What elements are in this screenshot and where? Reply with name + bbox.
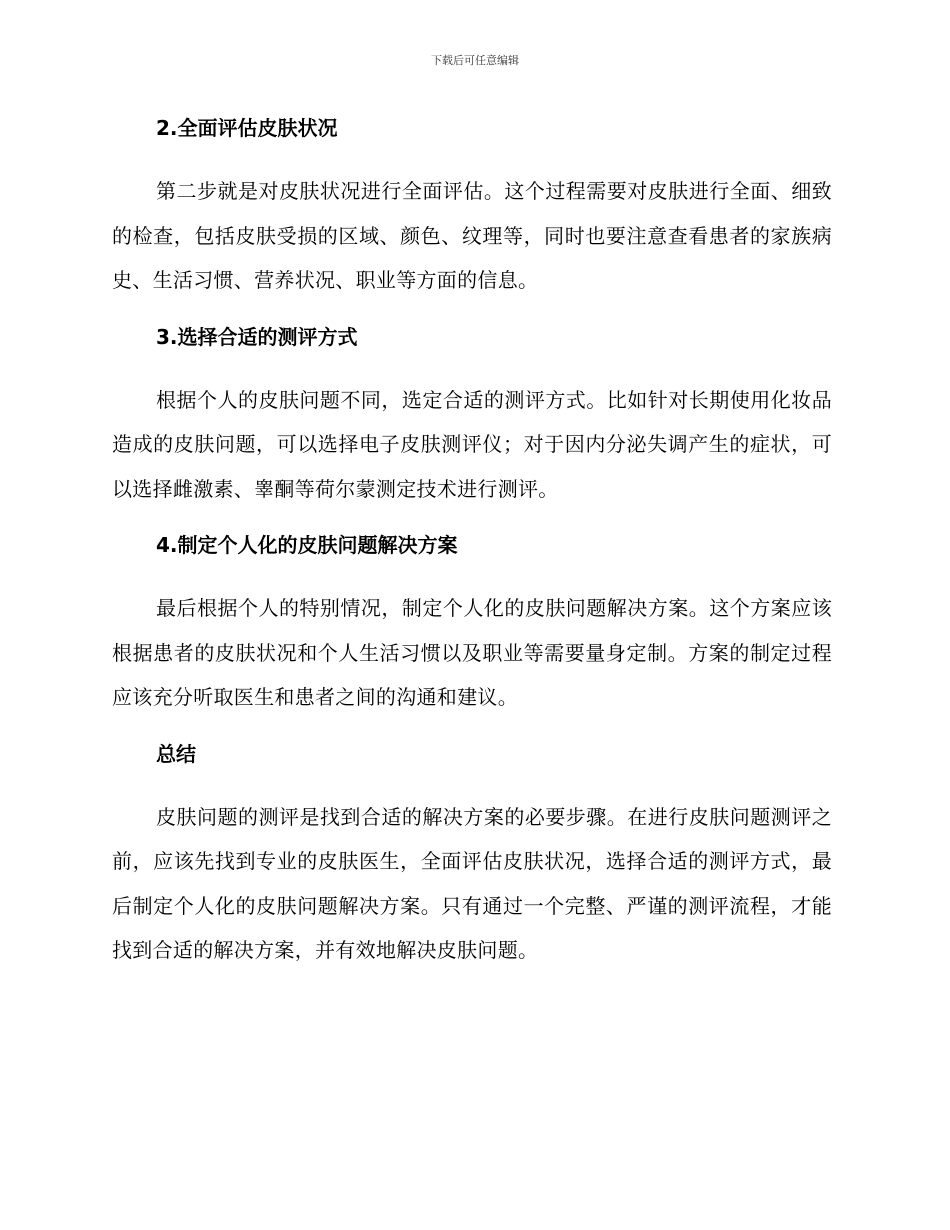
section-heading-assess-skin: 2.全面评估皮肤状况 <box>156 116 338 140</box>
section-paragraph-personal-plan: 最后根据个人的特别情况，制定个人化的皮肤问题解决方案。这个方案应该根据患者的皮肤状况和个人生活习惯以及职业等需要量身定制。方案的制定过程应该充分听取医生和患者之间的沟通和建议。 <box>112 596 832 709</box>
section-paragraph-choose-method: 根据个人的皮肤问题不同，选定合适的测评方式。比如针对长期使用化妆品造成的皮肤问题，可以选择电子皮肤测评仪；对于因内分泌失调产生的症状，可以选择雌激素、睾酮等荷尔蒙测定技术进行测评。 <box>112 387 832 501</box>
document-body <box>112 112 832 973</box>
page-header: 下载后可任意编辑 <box>431 54 519 67</box>
section-heading-choose-method: 3.选择合适的测评方式 <box>156 324 358 349</box>
section-paragraph-summary: 皮肤问题的测评是找到合适的解决方案的必要步骤。在进行皮肤问题测评之前，应该先找到专业的皮肤医生，全面评估皮肤状况，选择合适的测评方式，最后制定个人化的皮肤问题解决方案。只有通过一个完整、严谨的测评流程，才能找到合适的解决方案，并有效地解决皮肤问题。 <box>112 804 832 962</box>
section-heading-summary: 总结 <box>156 741 196 766</box>
section-paragraph-assess-skin: 第二步就是对皮肤状况进行全面评估。这个过程需要对皮肤进行全面、细致的检查，包括皮肤受损的区域、颜色、纹理等，同时也要注意查看患者的家族病史、生活习惯、营养状况、职业等方面的信息。 <box>112 179 832 292</box>
section-heading-personal-plan: 4.制定个人化的皮肤问题解决方案 <box>156 533 458 557</box>
